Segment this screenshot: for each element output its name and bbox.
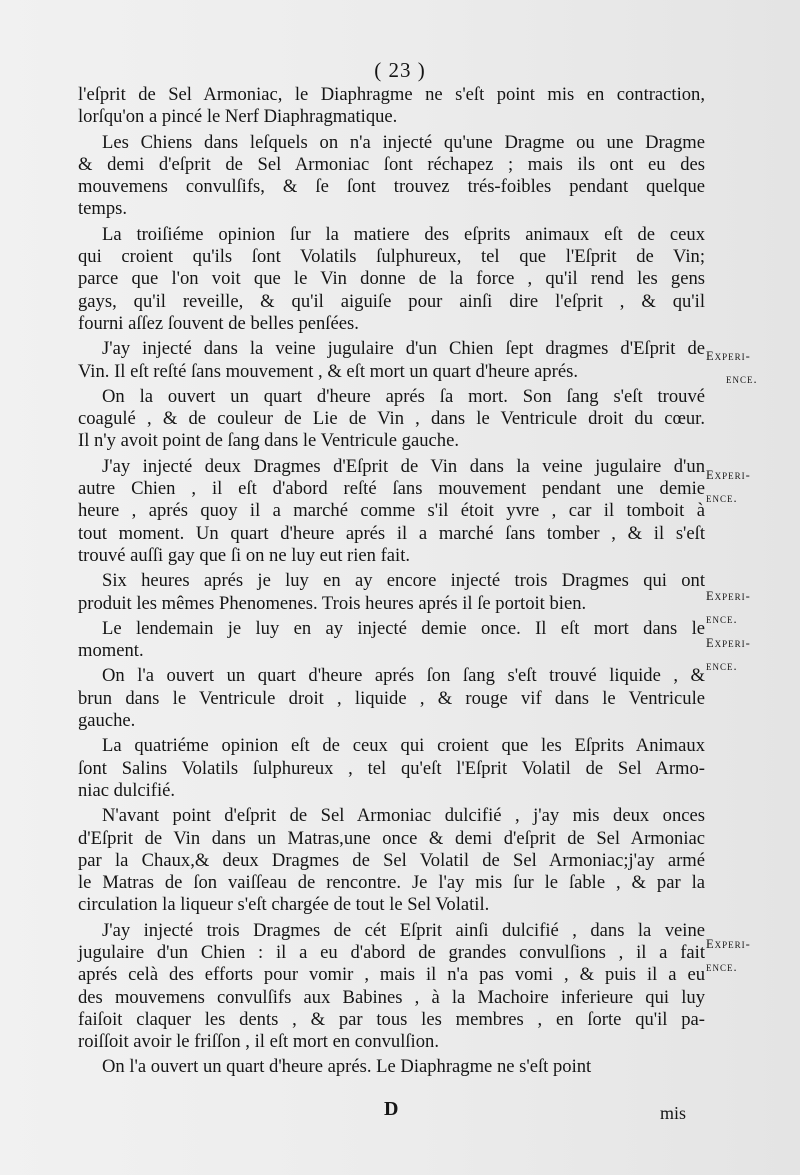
text-line: Vin. Il eſt reſté ſans mouvement , & eſt mort un quart d'heure aprés. [78, 360, 578, 382]
text-line: La troiſiéme opinion ſur la matiere des eſprits animaux eſt de ceux [102, 223, 705, 245]
paragraph [78, 338, 705, 383]
text-line: heure , aprés quoy il a marché comme s'il étoit yvre , car il tomboit à [78, 500, 705, 522]
text-line: N'avant point d'eſprit de Sel Armoniac dulcifié , j'ay mis deux onces [102, 805, 705, 827]
margin-note-experience-1b: ence. [726, 372, 758, 386]
paragraph [78, 805, 705, 916]
text-line: par la Chaux,& deux Dragmes de Sel Volatil de Sel Armoniac;j'ay armé [78, 849, 705, 871]
text-line: On l'a ouvert un quart d'heure aprés. Le Diaphragme ne s'eſt point [102, 1056, 592, 1078]
margin-note-experience-3b: ence. [706, 612, 738, 626]
margin-note-experience-4b: ence. [706, 659, 738, 673]
margin-note-experience-3a: Experi- [706, 589, 751, 603]
text-line: J'ay injecté trois Dragmes de cét Eſprit ainſi dulcifié , dans la veine [102, 919, 705, 941]
text-line: l'eſprit de Sel Armoniac, le Diaphragme ne s'eſt point mis en contraction, [78, 84, 705, 105]
paragraph [78, 456, 705, 567]
text-line: On la ouvert un quart d'heure aprés ſa mort. Son ſang s'eſt trouvé [102, 385, 705, 407]
text-line: temps. [78, 198, 128, 220]
text-line: jugulaire d'un Chien : il a eu d'abord de grandes convulſions , il a fait [78, 941, 705, 963]
text-line: qui croient qu'ils ſont Volatils ſulphureux, tel que l'Eſprit de Vin; [78, 246, 705, 268]
paragraph [78, 386, 705, 453]
text-line: trouvé auſſi gay que ſi on ne luy eut rien fait. [78, 544, 411, 566]
text-line: coagulé , & de couleur de Lie de Vin , dans le Ventricule droit du cœur. [78, 408, 705, 430]
page-number: ( 23 ) [374, 58, 426, 82]
text-line: des mouvemens convulſifs aux Babines , à la Machoire inferieure qui luy [78, 986, 705, 1008]
margin-note-experience-5b: ence. [706, 960, 738, 974]
margin-note-experience-2a: Experi- [706, 468, 751, 482]
text-line: gays, qu'il reveille, & qu'il aiguiſe pour ainſi dire l'eſprit , & qu'il [78, 290, 705, 312]
signature-mark: D [384, 1098, 399, 1120]
main-text [78, 84, 705, 1082]
paragraph [78, 665, 705, 732]
text-line: fourni aſſez ſouvent de belles penſées. [78, 312, 359, 334]
paragraph [78, 1056, 705, 1078]
text-line: J'ay injecté dans la veine jugulaire d'un Chien ſept dragmes d'Eſprit de [102, 338, 705, 360]
paragraph [78, 618, 705, 663]
paragraph [78, 570, 705, 615]
text-line: niac dulcifié. [78, 779, 176, 801]
paragraph [78, 132, 705, 221]
text-line: autre Chien , il eſt d'abord reſté ſans mouvement pendant une demie [78, 478, 705, 500]
text-line: produit les mêmes Phenomenes. Trois heures aprés il ſe portoit bien. [78, 592, 587, 614]
text-line: roiſſoit avoir le friſſon , il eſt mort en convulſion. [78, 1031, 439, 1053]
text-line: faiſoit claquer les dents , & par tous les membres , en ſorte qu'il pa- [78, 1008, 705, 1030]
margin-note-experience-4a: Experi- [706, 636, 751, 650]
text-line: le Matras de ſon vaiſſeau de rencontre. Je l'ay mis ſur le ſable , & par la [78, 872, 705, 894]
text-line: mouvemens convulſifs, & ſe ſont trouvez trés-foibles pendant quelque [78, 176, 705, 198]
text-line: Il n'y avoit point de ſang dans le Ventricule gauche. [78, 430, 459, 452]
margin-note-experience-2b: ence. [706, 491, 738, 505]
text-line: Six heures aprés je luy en ay encore injecté trois Dragmes qui ont [102, 570, 705, 592]
text-line: moment. [78, 640, 144, 662]
text-line: & demi d'eſprit de Sel Armoniac ſont réchapez ; mais ils ont eu des [78, 153, 705, 175]
text-line: ſont Salins Volatils ſulphureux , tel qu'eſt l'Eſprit Volatil de Sel Armo- [78, 757, 705, 779]
text-line: Les Chiens dans leſquels on n'a injecté qu'une Dragme ou une Dragme [102, 131, 705, 153]
text-line: lorſqu'on a pincé le Nerf Diaphragmatique. [78, 106, 398, 128]
text-line: gauche. [78, 710, 136, 732]
paragraph [78, 920, 705, 1054]
text-line: On l'a ouvert un quart d'heure aprés ſon ſang s'eſt trouvé liquide , & [102, 665, 705, 687]
margin-note-experience-5a: Experi- [706, 937, 751, 951]
text-line: aprés celà des efforts pour vomir , mais il n'a pas vomi , & puis il a eu [78, 964, 705, 986]
text-line: J'ay injecté deux Dragmes d'Eſprit de Vin dans la veine jugulaire d'un [102, 455, 705, 477]
text-line: tout moment. Un quart d'heure aprés il a marché ſans tomber , & il s'eſt [78, 522, 705, 544]
text-line: d'Eſprit de Vin dans un Matras,une once & demi d'eſprit de Sel Armoniac [78, 827, 705, 849]
paragraph [78, 84, 705, 129]
paragraph [78, 224, 705, 335]
text-line: parce que l'on voit que le Vin donne de la force , qu'il rend les gens [78, 268, 705, 290]
text-line: Le lendemain je luy en ay injecté demie once. Il eſt mort dans le [102, 617, 705, 639]
text-line: circulation la liqueur s'eſt chargée de tout le Sel Volatil. [78, 894, 490, 916]
text-line: brun dans le Ventricule droit , liquide , & rouge vif dans le Ventricule [78, 687, 705, 709]
margin-note-experience-1a: Experi- [706, 349, 751, 363]
text-line: La quatriéme opinion eſt de ceux qui croient que les Eſprits Animaux [102, 735, 705, 757]
paragraph [78, 735, 705, 802]
catchword: mis [660, 1103, 687, 1123]
